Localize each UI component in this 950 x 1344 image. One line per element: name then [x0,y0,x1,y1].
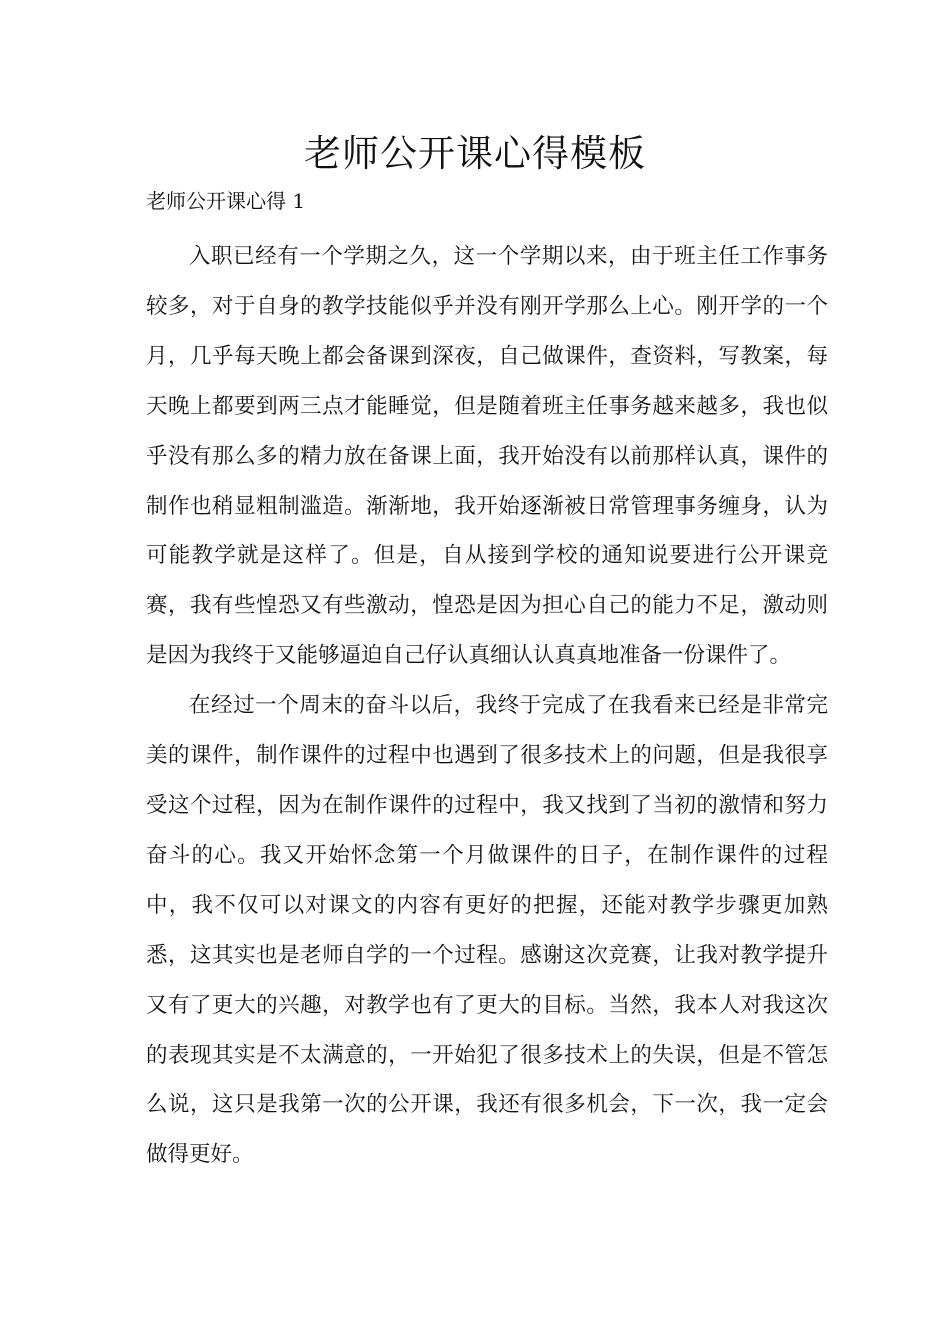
section-heading: 老师公开课心得 1 [146,189,306,213]
document-body [146,232,828,1180]
document-title: 老师公开课心得模板 [304,132,646,175]
paragraph-1: 入职已经有一个学期之久，这一个学期以来，由于班主任工作事务较多，对于自身的教学技能似乎并没有刚开学那么上心。刚开学的一个月，几乎每天晚上都会备课到深夜，自己做课件，查资料，写教案，每天晚上都要到两三点才能睡觉，但是随着班主任事务越来越多，我也似乎没有那么多的精力放在备课上面，我开始没有以前那样认真，课件的制作也稍显粗制滥造。渐渐地，我开始逐渐被日常管理事务缠身，认为可能教学就是这样了。但是，自从接到学校的通知说要进行公开课竞赛，我有些惶恐又有些激动，惶恐是因为担心自己的能力不足，激动则是因为我终于又能够逼迫自己仔认真细认认真真地准备一份课件了。 [146,244,828,669]
paragraph-2: 在经过一个周末的奋斗以后，我终于完成了在我看来已经是非常完美的课件，制作课件的过程中也遇到了很多技术上的问题，但是我很享受这个过程，因为在制作课件的过程中，我又找到了当初的激情和努力奋斗的心。我又开始怀念第一个月做课件的日子，在制作课件的过程中，我不仅可以对课文的内容有更好的把握，还能对教学步骤更加熟悉，这其实也是老师自学的一个过程。感谢这次竞赛，让我对教学提升又有了更大的兴趣，对教学也有了更大的目标。当然，我本人对我这次的表现其实是不太满意的，一开始犯了很多技术上的失误，但是不管怎么说，这只是我第一次的公开课，我还有很多机会，下一次，我一定会做得更好。 [146,693,828,1168]
